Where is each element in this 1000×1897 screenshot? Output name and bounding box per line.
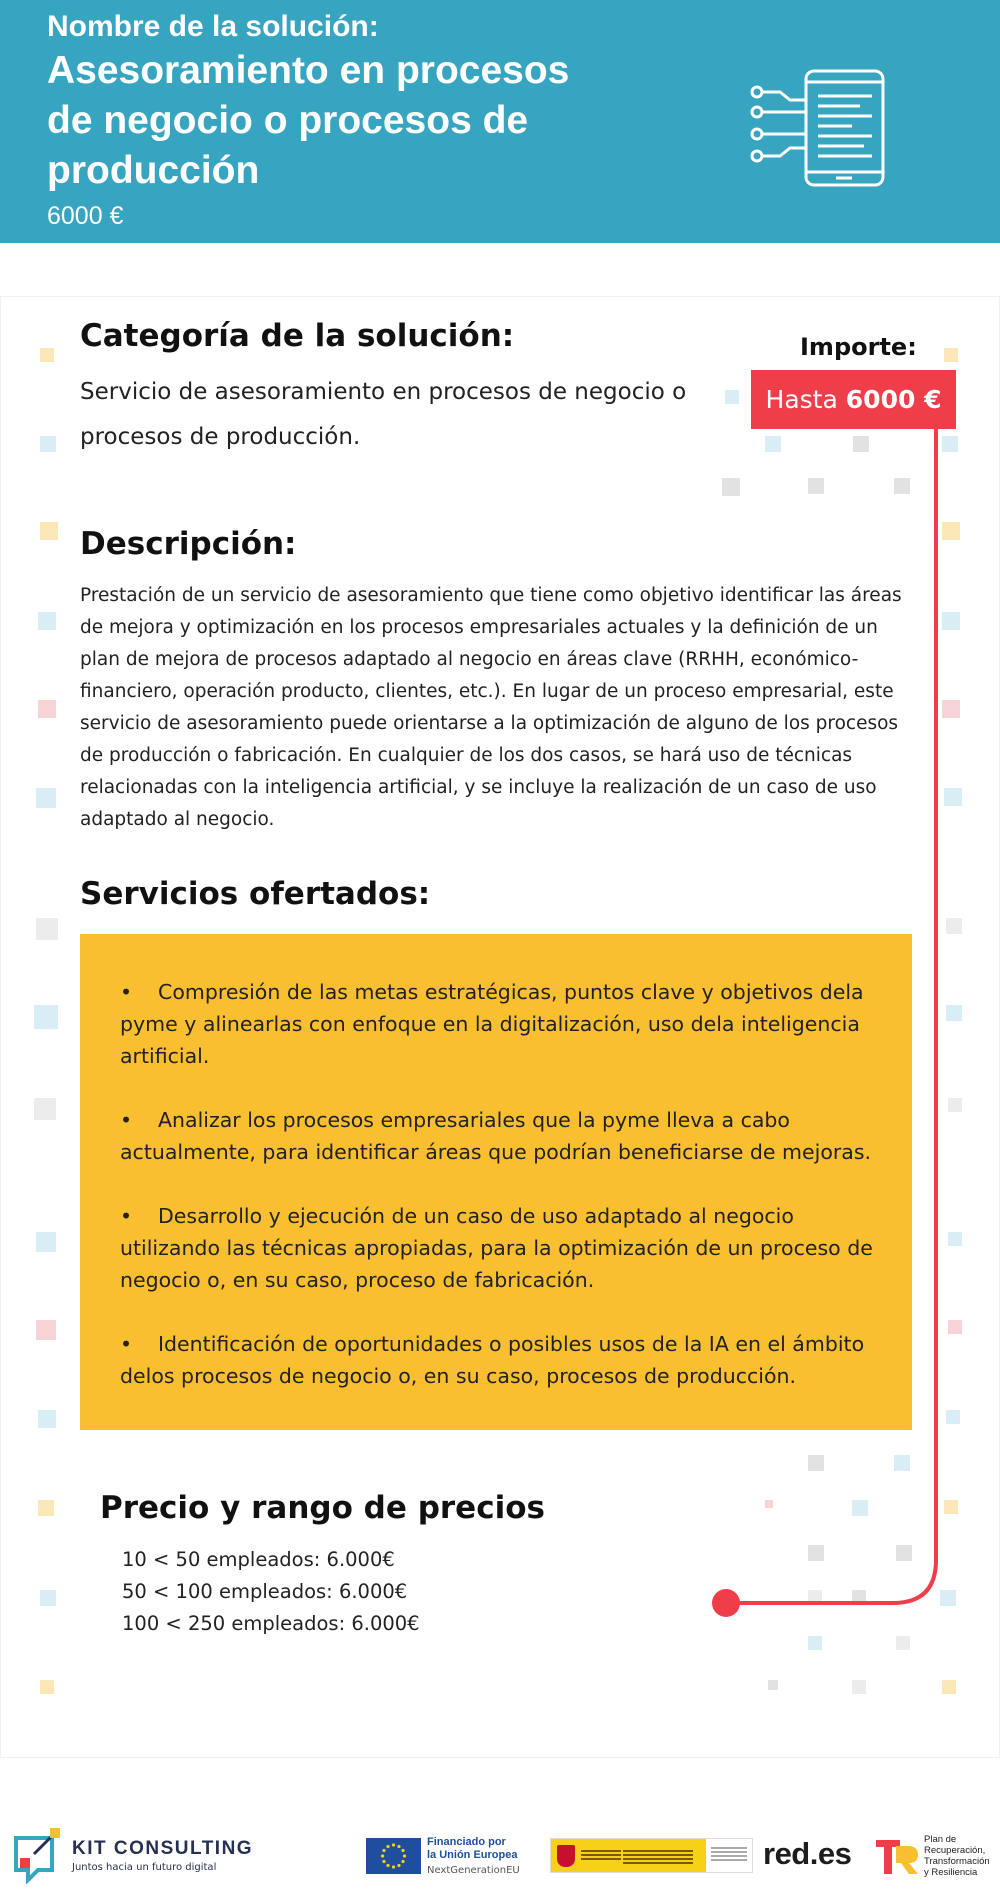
decorative-square [942, 522, 960, 540]
decorative-square [942, 612, 960, 630]
decorative-square [34, 1005, 58, 1029]
prtr-line-1: Plan de [924, 1834, 957, 1845]
decorative-square [40, 1680, 54, 1694]
prtr-line-2: Recuperación, [924, 1845, 986, 1856]
decorative-square [38, 1410, 56, 1428]
tablet-circuit-icon [748, 68, 888, 190]
kit-consulting-tagline: Juntos hacia un futuro digital [72, 1862, 217, 1873]
decorative-square [896, 1636, 910, 1650]
prtr-line-3: Transformación [924, 1856, 990, 1867]
service-item [120, 976, 882, 1072]
bullet-icon: • [120, 1108, 133, 1132]
service-item-text: Identificación de oportunidades o posibles usos de la IA en el ámbito delos procesos de negocio o, en su caso, procesos de producción. [120, 1332, 865, 1388]
decorative-square [944, 1500, 958, 1514]
gobierno-text-lines [581, 1850, 621, 1852]
service-item-text: Compresión de las metas estratégicas, puntos clave y objetivos dela pyme y alinearlas con enfoque en la digitalización, uso dela inteligencia artificial. [120, 980, 864, 1068]
kit-consulting-name: KIT CONSULTING [72, 1838, 254, 1859]
price-list [122, 1544, 420, 1640]
footer-logos [0, 1810, 1000, 1897]
decorative-square [946, 1410, 960, 1424]
prtr-logo-icon [876, 1836, 920, 1876]
next-generation-eu-text: NextGenerationEU [427, 1865, 520, 1876]
services-heading: Servicios ofertados: [80, 876, 431, 912]
decorative-square [852, 1680, 866, 1694]
eu-funding-text [427, 1836, 537, 1862]
decorative-square [948, 1320, 962, 1334]
service-item [120, 1328, 882, 1392]
decorative-square [36, 788, 56, 808]
decorative-square [36, 918, 58, 940]
decorative-square [34, 1098, 56, 1120]
importe-badge [751, 370, 956, 429]
eu-line-2: la Unión Europea [427, 1849, 518, 1861]
spain-shield-icon [557, 1845, 575, 1867]
service-item [120, 1104, 882, 1168]
eu-line-1: Financiado por [427, 1836, 506, 1848]
solution-price: 6000 € [47, 202, 124, 230]
decorative-square [940, 1590, 956, 1606]
decorative-square [808, 478, 824, 494]
bullet-icon: • [120, 980, 133, 1004]
decorative-square [853, 436, 869, 452]
decorative-square [808, 1590, 822, 1604]
service-item-text: Analizar los procesos empresariales que la pyme lleva a cabo actualmente, para identificar áreas que podrían beneficiarse de mejoras. [120, 1108, 872, 1164]
prtr-line-4: y Resiliencia [924, 1867, 978, 1878]
decorative-square [808, 1636, 822, 1650]
decorative-square [36, 1320, 56, 1340]
decorative-square [946, 1005, 962, 1021]
category-text: Servicio de asesoramiento en procesos de negocio o procesos de producción. [80, 379, 687, 450]
price-row: 10 < 50 empleados: 6.000€ [122, 1548, 395, 1571]
decorative-square [40, 1590, 56, 1606]
decorative-square [948, 1232, 962, 1246]
red-es-logo: red.es [763, 1836, 852, 1871]
decorative-square [942, 436, 958, 452]
decorative-square [768, 1680, 778, 1690]
decorative-square [765, 1500, 773, 1508]
solution-title: Asesoramiento en procesos de negocio o procesos de producción [47, 49, 570, 192]
importe-label: Importe: [800, 333, 917, 361]
decorative-square [852, 1500, 868, 1516]
decorative-square [38, 612, 56, 630]
eu-flag-icon [366, 1838, 421, 1874]
description-text: Prestación de un servicio de asesoramiento que tiene como objetivo identificar las áreas de mejora y optimización en los procesos empresariales actuales y la definición de un plan de mejora de procesos adaptado al negocio en áreas clave (RRHH, económico-financiero, operación producto, clientes, etc.). En lugar de un proceso empresarial, este servicio de asesoramiento puede orientarse a la optimización de alguno de los procesos de producción o fabricación. En cualquier de los dos casos, se hará uso de técnicas relacionadas con la inteligencia artificial, y se incluye la realización de un caso de uso adaptado al negocio. [80, 585, 902, 830]
decorative-square [944, 348, 958, 362]
decorative-square [765, 436, 781, 452]
gobierno-espana-logo [550, 1838, 753, 1873]
service-item-text: Desarrollo y ejecución de un caso de uso adaptado al negocio utilizando las técnicas apropiadas, para la optimización de un proceso de negocio o, en su caso, proceso de fabricación. [120, 1204, 873, 1292]
price-heading: Precio y rango de precios [100, 1490, 545, 1526]
decorative-square [894, 478, 910, 494]
decorative-square [894, 1455, 910, 1471]
price-row: 100 < 250 empleados: 6.000€ [122, 1612, 420, 1635]
decorative-square [38, 1500, 54, 1516]
description-heading: Descripción: [80, 526, 297, 562]
importe-amount: 6000 € [845, 385, 942, 414]
decorative-square [725, 390, 739, 404]
service-item [120, 1200, 882, 1296]
services-box [80, 934, 912, 1430]
decorative-square [36, 1232, 56, 1252]
decorative-square [946, 918, 962, 934]
decorative-square [808, 1545, 824, 1561]
solution-name-label: Nombre de la solución: [47, 10, 379, 43]
decorative-square [944, 788, 962, 806]
decorative-square [722, 478, 740, 496]
importe-prefix: Hasta [765, 385, 838, 414]
secretaria-text-lines [711, 1847, 747, 1849]
bullet-icon: • [120, 1332, 133, 1356]
decorative-square [38, 700, 56, 718]
kit-consulting-logo-icon [12, 1824, 62, 1884]
decorative-square [942, 1680, 956, 1694]
price-row: 50 < 100 empleados: 6.000€ [122, 1580, 408, 1603]
decorative-square [942, 700, 960, 718]
prtr-text [924, 1834, 1000, 1878]
decorative-square [896, 1545, 912, 1561]
ministerio-text-lines [623, 1850, 693, 1852]
decorative-square [852, 1590, 866, 1604]
decorative-square [40, 436, 56, 452]
bullet-icon: • [120, 1204, 133, 1228]
decorative-square [40, 348, 54, 362]
header-banner [0, 0, 1000, 243]
decorative-square [40, 522, 58, 540]
decorative-square [808, 1455, 824, 1471]
category-heading: Categoría de la solución: [80, 318, 515, 354]
gobierno-yellow-band [551, 1839, 706, 1872]
decorative-square [948, 1098, 962, 1112]
